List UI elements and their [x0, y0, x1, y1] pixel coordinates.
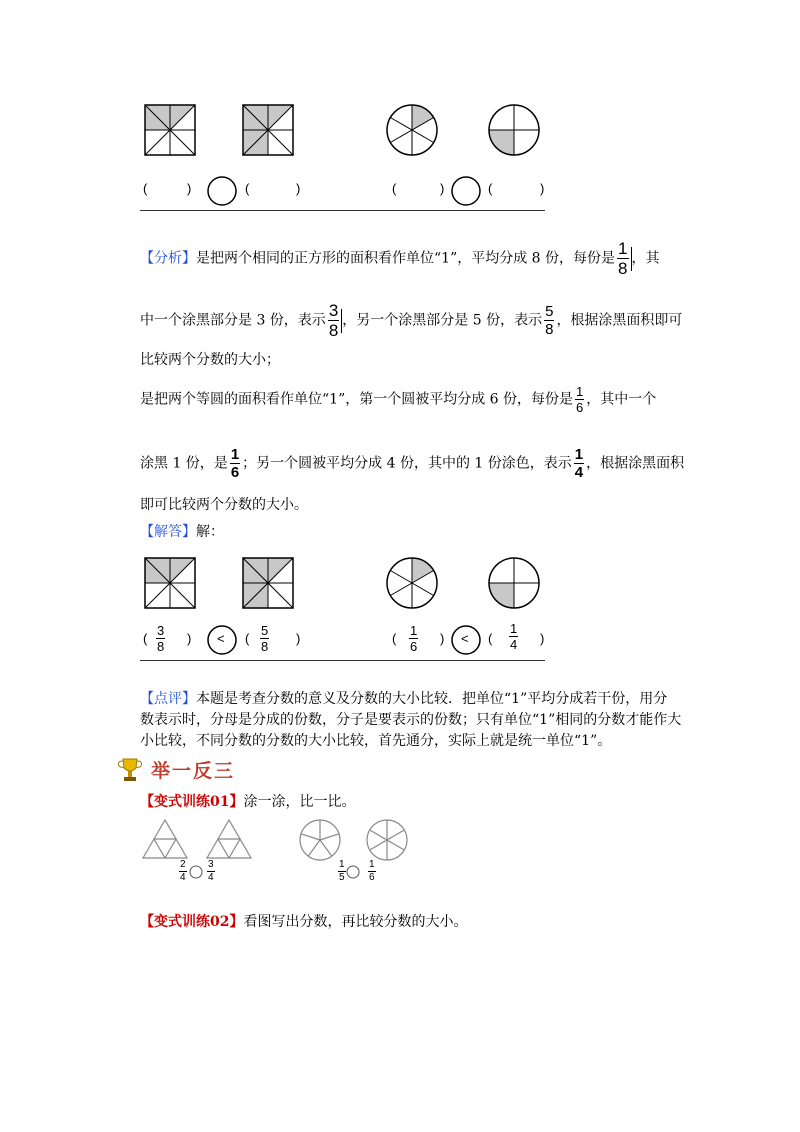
analysis-tag: 【分析】 — [140, 250, 196, 267]
fraction — [544, 304, 554, 337]
circle-1-fourth — [489, 558, 539, 608]
denominator: 6 — [576, 400, 584, 415]
analysis-text: 涂黑 1 份，是 — [140, 455, 228, 472]
paren-open: ( — [245, 631, 250, 646]
analysis-text: ；另一个圆被平均分成 4 份，其中的 1 份涂色，表示 — [242, 455, 572, 472]
compare-circle-right — [452, 177, 480, 205]
triangle-quarters — [207, 820, 251, 858]
numerator: 1 — [230, 446, 240, 463]
divider-line — [140, 660, 545, 661]
analysis-text: ，根据涂黑面积即可 — [556, 312, 683, 329]
paren-close: ) — [440, 181, 445, 196]
fraction — [574, 447, 584, 480]
answer-frac-right-1 — [409, 624, 418, 653]
numerator: 2 — [180, 859, 186, 870]
paren-close: ) — [440, 631, 445, 646]
analysis-line-4 — [140, 385, 656, 414]
circle-1-sixth — [387, 558, 437, 608]
numerator: 1 — [339, 859, 345, 870]
denominator: 8 — [261, 639, 269, 654]
paren-open: ( — [488, 181, 493, 196]
numerator: 1 — [576, 384, 584, 399]
analysis-text: ，其中一个 — [586, 391, 657, 408]
analysis-line-1 — [140, 240, 660, 277]
exercise1-heading — [140, 792, 355, 812]
answer-text: 解： — [196, 524, 224, 540]
denominator: 4 — [574, 464, 584, 481]
denominator: 5 — [339, 872, 345, 883]
answer-symbol-left: < — [217, 631, 225, 646]
comment-text: 小比较，不同分数的分数的大小比较，首先通分，实际上就是统一单位“1”。 — [140, 733, 612, 749]
analysis-text: ，其 — [631, 250, 660, 267]
paren-close: ) — [540, 631, 545, 646]
analysis-text: 比较两个分数的大小； — [140, 352, 280, 368]
exercise1-text: 涂一涂，比一比。 — [243, 794, 356, 810]
numerator: 3 — [328, 301, 339, 320]
exercise1-tag: 【变式训练01】 — [140, 794, 244, 810]
numerator: 1 — [369, 859, 375, 870]
problem-shapes-svg — [130, 95, 550, 215]
circle-1-fourth — [489, 105, 539, 155]
paren-close: ) — [187, 631, 192, 646]
paren-close: ) — [187, 181, 192, 196]
denominator: 4 — [510, 637, 518, 652]
denominator: 4 — [180, 872, 186, 883]
numerator: 1 — [574, 446, 584, 463]
analysis-text: ，根据涂黑面积 — [586, 455, 685, 472]
fraction — [617, 240, 628, 277]
analysis-line-5 — [140, 447, 684, 480]
answer-heading — [140, 522, 224, 542]
denominator: 8 — [328, 321, 339, 340]
numerator: 5 — [261, 623, 269, 638]
trophy-icon — [115, 756, 145, 784]
circle-1-sixth — [387, 105, 437, 155]
compare-circle — [190, 866, 202, 878]
paren-open: ( — [392, 631, 397, 646]
problem-figure — [130, 95, 550, 215]
triangle-quarters — [143, 820, 187, 858]
answer-frac-left-2 — [260, 624, 269, 653]
analysis-line-2 — [140, 302, 682, 339]
analysis-line-3 — [140, 350, 280, 370]
comment-line-1 — [140, 689, 667, 709]
numerator: 5 — [545, 303, 554, 320]
exercise1-frac-a — [179, 860, 187, 883]
answer-figure — [130, 548, 550, 663]
analysis-text: 是把两个相同的正方形的面积看作单位“1”，平均分成 8 份，每份是 — [196, 250, 616, 267]
fraction — [230, 447, 240, 480]
paren-open: ( — [392, 181, 397, 196]
analysis-line-6 — [140, 495, 308, 515]
square-3-eighths — [145, 558, 195, 608]
numerator: 3 — [208, 859, 214, 870]
divider-line — [140, 210, 545, 211]
exercise1-frac-d — [368, 860, 376, 883]
exercise1-frac-c — [338, 860, 346, 883]
compare-circle — [347, 866, 359, 878]
analysis-text: 中一个涂黑部分是 3 份，表示 — [140, 312, 326, 329]
numerator: 3 — [157, 623, 165, 638]
section-title: 举一反三 — [151, 760, 236, 782]
paren-open: ( — [143, 181, 148, 196]
exercise1-frac-b — [207, 860, 215, 883]
square-5-eighths — [243, 558, 293, 608]
denominator: 6 — [410, 639, 418, 654]
answer-frac-right-2 — [509, 622, 518, 651]
numerator: 1 — [410, 623, 418, 638]
comment-text: 数表示时，分母是分成的份数，分子是要表示的份数；只有单位“1”相同的分数才能作大 — [140, 712, 682, 728]
numerator: 1 — [510, 621, 518, 636]
square-3-eighths — [145, 105, 195, 155]
answer-shapes-svg — [130, 548, 550, 663]
denominator: 8 — [157, 639, 165, 654]
paren-open: ( — [488, 631, 493, 646]
answer-symbol-right: < — [461, 631, 469, 646]
analysis-text: ，另一个涂黑部分是 5 份，表示 — [342, 312, 543, 329]
analysis-text: 是把两个等圆的面积看作单位“1”，第一个圆被平均分成 6 份，每份是 — [140, 391, 574, 408]
comment-tag: 【点评】 — [140, 691, 196, 707]
section-header — [115, 756, 315, 784]
denominator: 4 — [208, 872, 214, 883]
paren-open: ( — [143, 631, 148, 646]
circle-fifths — [300, 820, 340, 860]
comment-line-2 — [140, 710, 681, 730]
numerator: 1 — [618, 239, 628, 258]
comment-line-3 — [140, 731, 611, 751]
circle-sixths — [367, 820, 407, 860]
square-5-eighths — [243, 105, 293, 155]
denominator: 8 — [618, 259, 628, 278]
denominator: 8 — [545, 321, 554, 338]
exercise2-text: 看图写出分数，再比较分数的大小。 — [243, 914, 468, 930]
exercise2-tag: 【变式训练02】 — [140, 914, 244, 930]
fraction — [575, 385, 584, 414]
analysis-text: 即可比较两个分数的大小。 — [140, 497, 308, 513]
paren-close: ) — [540, 181, 545, 196]
fraction — [328, 302, 339, 339]
denominator: 6 — [369, 872, 375, 883]
answer-frac-left-1 — [156, 624, 165, 653]
comment-text: 本题是考查分数的意义及分数的大小比较．把单位“1”平均分成若干份，用分 — [196, 691, 668, 707]
answer-tag: 【解答】 — [140, 524, 196, 540]
paren-close: ) — [296, 181, 301, 196]
denominator: 6 — [230, 464, 240, 481]
paren-open: ( — [245, 181, 250, 196]
compare-circle-left — [208, 177, 236, 205]
exercise2-heading — [140, 912, 467, 932]
paren-close: ) — [296, 631, 301, 646]
